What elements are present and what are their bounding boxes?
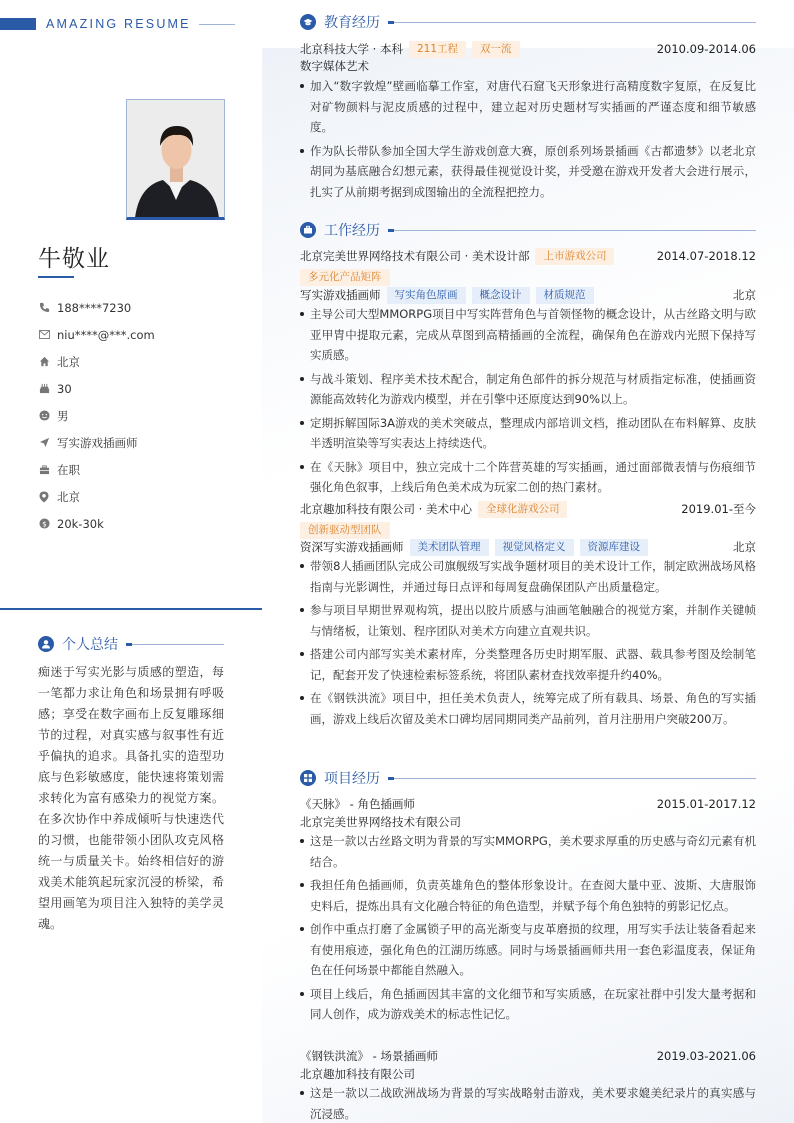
job-role: 写实游戏插画师 [300,288,381,302]
project-bullets [300,831,756,1028]
skill-tag: 材质规范 [536,287,594,304]
list-item: 这是一款以二战欧洲战场为背景的写实战略射击游戏，美术要求媲美纪录片的真实感与沉浸感。 [300,1083,756,1123]
list-item: 作为队长带队参加全国大学生游戏创意大赛，原创系列场景插画《古都遗梦》以老北京胡同为基底融合幻想元素，获得最佳视觉设计奖，并受邀在游戏开发者大会进行展示，扎实了从前期考据到成图输出的全流程把控力。 [300,141,756,203]
job-company: 北京完美世界网络技术有限公司 · 美术设计部 [300,249,530,263]
education-tag: 双一流 [472,41,520,58]
list-item: 项目上线后，角色插画因其丰富的文化细节和写实质感，在玩家社群中引发大量考据和同人创作，成为游戏美术的标志性记忆。 [300,984,756,1025]
cake-icon [38,383,50,395]
list-item: 创作中重点打磨了金属锁子甲的高光渐变与皮革磨损的纹理，用写实手法让装备看起来有使用痕迹，强化角色的江湖历练感。同时与场景插画师共用一套色彩温度表，保证角色在任何场景中都能自然融入。 [300,919,756,981]
profile-photo [126,99,225,220]
sidebar-divider [0,608,262,610]
list-item: 参与项目早期世界观构筑，提出以胶片质感与油画笔触融合的视觉方案，并制作关键帧与情绪板，让策划、程序团队对美术方向建立直观共识。 [300,600,756,641]
info-age [38,375,238,402]
major-row [300,57,756,75]
education-header [300,12,756,32]
money-icon [38,518,50,530]
job-target-text: 写实游戏插画师 [57,435,138,450]
projects-title: 项目经历 [324,771,380,787]
job-tag-row [300,268,756,286]
skill-tag: 资源库建设 [580,539,649,556]
list-item: 在《天脉》项目中，独立完成十二个阵营英雄的写实插画，通过面部微表情与伤痕细节强化角色叙事，上线后角色美术成为玩家二创的热门素材。 [300,457,756,498]
send-icon [38,437,50,449]
job-tag-row [300,521,756,539]
education-rule [388,22,756,23]
company-tag: 多元化产品矩阵 [300,269,390,286]
company-tag: 创新驱动型团队 [300,522,390,539]
email-text: niu****@***.com [57,327,155,342]
major-text: 数字媒体艺术 [300,59,369,73]
job-city: 北京 [733,288,756,302]
status-text: 在职 [57,462,80,477]
projects-header [300,768,756,788]
info-salary [38,510,238,537]
job-role-row [300,538,756,556]
name-underline [38,276,74,278]
user-icon [38,636,54,652]
job-bullets [300,304,756,501]
list-item: 与战斗策划、程序美术技术配合，制定角色部件的拆分规范与材质指定标准，使插画资源能高效转化为游戏内模型，并在引擎中还原度达到90%以上。 [300,369,756,410]
school-name: 北京科技大学 · 本科 [300,42,403,56]
info-status [38,456,238,483]
job-company-row [300,500,756,518]
profile-name: 牛敬业 [38,246,110,272]
education-row [300,40,756,58]
project-company-row [300,813,756,831]
job-date: 2019.01-至今 [681,502,756,516]
list-item: 主导公司大型MMORPG项目中写实阵营角色与首领怪物的概念设计，从古丝路文明与欧亚甲胄中提取元素，完成从草图到高精插画的全流程，确保角色在游戏内光照下保持写实质感。 [300,304,756,366]
job-date: 2014.07-2018.12 [656,249,756,263]
education-title: 教育经历 [324,15,380,31]
info-gender [38,402,238,429]
skill-tag: 美术团队管理 [410,539,489,556]
work-header [300,220,756,240]
project-company: 北京趣加科技有限公司 [300,1067,415,1081]
info-email [38,321,238,348]
briefcase-icon [38,464,50,476]
age-text: 30 [57,381,72,396]
briefcase-icon [300,222,316,238]
job-company-row [300,247,756,265]
graduation-cap-icon [300,14,316,30]
skill-tag: 视觉风格定义 [495,539,574,556]
summary-header [38,634,224,654]
list-item: 搭建公司内部写实美术素材库，分类整理各历史时期军服、武器、载具参考图及绘制笔记，配套开发了快速检索标签系统，将团队素材查找效率提升约40%。 [300,644,756,685]
company-tag: 上市游戏公司 [535,248,614,265]
education-tag: 211工程 [409,41,466,58]
gender-text: 男 [57,408,69,423]
face-icon [38,410,50,422]
education-date: 2010.09-2014.06 [656,42,756,56]
home-icon [38,356,50,368]
brand-line [199,24,235,25]
phone-icon [38,302,50,314]
target-city-text: 北京 [57,489,80,504]
job-bullets [300,556,756,732]
brand-text: AMAZING RESUME [46,17,191,31]
list-item: 我担任角色插画师，负责英雄角色的整体形象设计。在查阅大量中亚、波斯、大唐服饰史料后，提炼出具有文化融合特征的角色造型，并赋予每个角色独特的剪影记忆点。 [300,875,756,916]
phone-text: 188****7230 [57,300,132,315]
job-role: 资深写实游戏插画师 [300,540,404,554]
brand-bar [0,18,36,30]
svg-text:$: $ [41,519,47,529]
project-company-row [300,1065,756,1083]
location-pin-icon [38,491,50,503]
list-item: 在《钢铁洪流》项目中，担任美术负责人，统筹完成了所有载具、场景、角色的写实插画，游戏上线后次留及美术口碑均居同期同类产品前列，首月注册用户突破200万。 [300,688,756,729]
contact-info [38,294,238,537]
info-phone [38,294,238,321]
project-name: 《钢铁洪流》 - 场景插画师 [300,1049,438,1063]
sidebar [0,0,262,1123]
skill-tag: 写实角色原画 [387,287,466,304]
list-item: 加入“数字敦煌”壁画临摹工作室，对唐代石窟飞天形象进行高精度数字复原，在反复比对矿物颜料与泥皮质感的过程中，建立起对历史题材写实插画的严谨态度和细节敏感度。 [300,76,756,138]
job-company: 北京趣加科技有限公司 · 美术中心 [300,502,472,516]
project-company: 北京完美世界网络技术有限公司 [300,815,461,829]
work-title: 工作经历 [324,223,380,239]
info-job-target [38,429,238,456]
summary-title: 个人总结 [62,637,118,653]
project-bullets [300,1083,756,1123]
project-date: 2019.03-2021.06 [656,1049,756,1063]
salary-text: 20k-30k [57,516,104,531]
education-bullets [300,76,756,205]
list-item: 定期拆解国际3A游戏的美术突破点，整理成内部培训文档，推动团队在布料解算、皮肤半透明渲染等写实表达上持续迭代。 [300,413,756,454]
summary-rule [126,644,224,645]
mail-icon [38,329,50,341]
company-tag: 全球化游戏公司 [478,501,568,518]
project-row [300,1047,756,1065]
location-text: 北京 [57,354,80,369]
project-row [300,795,756,813]
info-target-city [38,483,238,510]
project-date: 2015.01-2017.12 [656,797,756,811]
list-item: 带领8人插画团队完成公司旗舰级写实战争题材项目的美术设计工作，制定欧洲战场风格指南与光影调性，并通过每日点评和每周复盘确保团队产出质量稳定。 [300,556,756,597]
project-name: 《天脉》 - 角色插画师 [300,797,415,811]
work-rule [388,230,756,231]
job-role-row [300,286,756,304]
grid-icon [300,770,316,786]
brand [0,16,235,32]
list-item: 这是一款以古丝路文明为背景的写实MMORPG，美术要求厚重的历史感与奇幻元素有机结合。 [300,831,756,872]
summary-text: 痴迷于写实光影与质感的塑造，每一笔都力求让角色和场景拥有呼吸感；享受在数字画布上反复雕琢细节的过程，对真实感与叙事性有近乎偏执的追求。具备扎实的造型功底与色彩敏感度，能快速将策划需求转化为富有感染力的视觉方案。在多次协作中养成倾听与快速迭代的习惯，也能带领小团队攻克风格统一与质量关卡。始终相信好的游戏美术能筑起玩家沉浸的桥梁，希望用画笔为项目注入独特的美学灵魂。 [38,665,224,931]
info-location [38,348,238,375]
skill-tag: 概念设计 [472,287,530,304]
job-city: 北京 [733,540,756,554]
projects-rule [388,778,756,779]
